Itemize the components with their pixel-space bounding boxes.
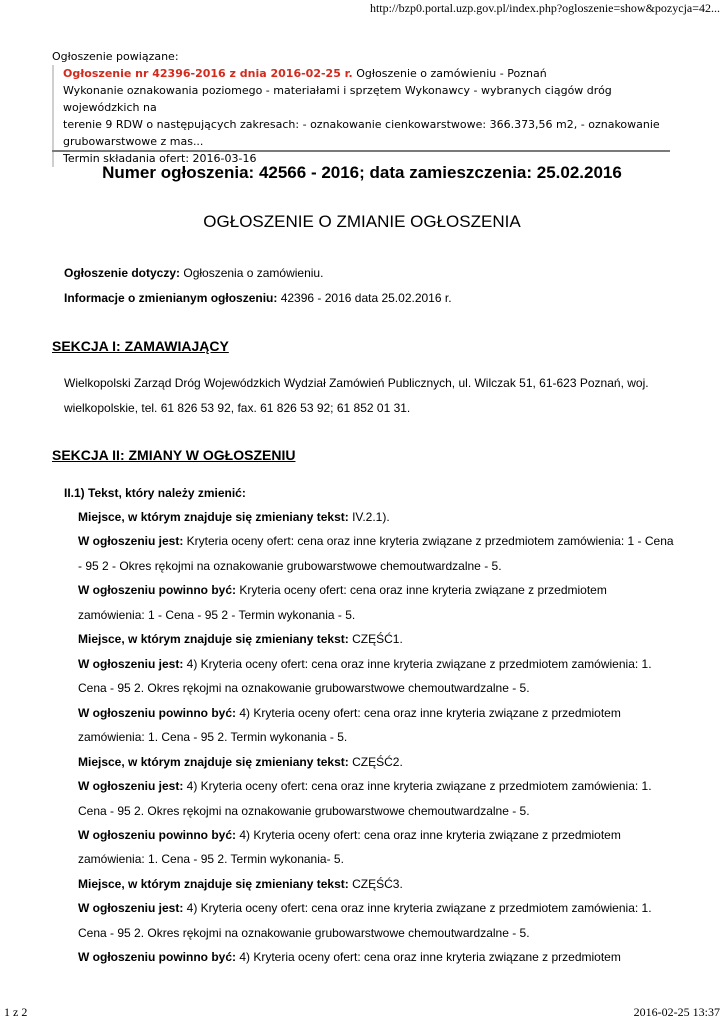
page-subtitle: OGŁOSZENIE O ZMIANIE OGŁOSZENIA [203, 212, 521, 231]
change-line-text: zamówienia: 1 - Cena - 95 2 - Termin wykonania - 5. [78, 608, 356, 622]
change-line [78, 778, 652, 794]
change-line-label: W ogłoszeniu powinno być: [78, 706, 236, 720]
print-footer-page: 1 z 2 [4, 1005, 28, 1019]
change-line-text: Cena - 95 2. Okres rękojmi na oznakowanie grubowarstwowe chemoutwardzalne - 5. [78, 681, 530, 695]
change-line-label: W ogłoszeniu powinno być: [78, 583, 236, 597]
print-header-url: http://bzp0.portal.uzp.gov.pl/index.php?ogloszenie=show&pozycja=42... [369, 1, 720, 15]
section-1-line: Wielkopolski Zarząd Dróg Wojewódzkich Wydział Zamówień Publicznych, ul. Wilczak 51, 61-623 Poznań, woj. [64, 376, 649, 390]
related-notice-link[interactable]: Ogłoszenie nr 42396-2016 z dnia 2016-02-25 r. [63, 67, 353, 80]
change-line-text: Cena - 95 2. Okres rękojmi na oznakowanie grubowarstwowe chemoutwardzalne - 5. [78, 804, 530, 818]
related-desc-line: terenie 9 RDW o następujących zakresach: - oznakowanie cienkowarstwowe: 366.373,56 m2, - oznakowanie [63, 118, 660, 131]
change-line [78, 656, 652, 672]
section-1-heading: SEKCJA I: ZAMAWIAJĄCY [52, 338, 229, 354]
page-title: Numer ogłoszenia: 42566 - 2016; data zamieszczenia: 25.02.2016 [102, 163, 622, 182]
change-line [78, 851, 344, 867]
change-line-text: 4) Kryteria oceny ofert: cena oraz inne kryteria związane z przedmiotem zamówienia: 1. [183, 779, 652, 793]
change-line-text: Cena - 95 2. Okres rękojmi na oznakowanie grubowarstwowe chemoutwardzalne - 5. [78, 926, 530, 940]
change-line-text: CZĘŚĆ2. [348, 755, 403, 769]
change-line-text: zamówienia: 1. Cena - 95 2. Termin wykonania- 5. [78, 852, 344, 866]
related-desc-line: grubowarstwowe z mas... [63, 135, 204, 148]
horizontal-divider [52, 150, 670, 152]
change-line-text: zamówienia: 1. Cena - 95 2. Termin wykonania - 5. [78, 730, 348, 744]
change-line-label: Miejsce, w którym znajduje się zmieniany tekst: [78, 877, 349, 891]
change-line [78, 949, 621, 965]
change-line-text: IV.2.1). [348, 510, 390, 524]
info-zmienianym-label: Informacje o zmienianym ogłoszeniu: [64, 291, 278, 305]
change-line [78, 631, 403, 647]
change-line-text: 4) Kryteria oceny ofert: cena oraz inne kryteria związane z przedmiotem [236, 828, 621, 842]
change-line [78, 680, 530, 696]
related-deadline: Termin składania ofert: 2016-03-16 [63, 152, 257, 165]
change-line-text: 4) Kryteria oceny ofert: cena oraz inne kryteria związane z przedmiotem [236, 706, 621, 720]
change-line [78, 900, 652, 916]
info-dotyczy [64, 265, 323, 281]
info-zmienianym-value: 42396 - 2016 data 25.02.2016 r. [277, 291, 452, 305]
section-2-heading: SEKCJA II: ZMIANY W OGŁOSZENIU [52, 447, 296, 463]
change-line-label: W ogłoszeniu jest: [78, 779, 184, 793]
change-line-text: - 95 2 - Okres rękojmi na oznakowanie grubowarstwowe chemoutwardzalne - 5. [78, 559, 502, 573]
change-line [78, 509, 390, 525]
related-label: Ogłoszenie powiązane: [52, 50, 179, 63]
change-line [78, 803, 530, 819]
change-line-text: Kryteria oceny ofert: cena oraz inne kryteria związane z przedmiotem zamówienia: 1 - Cena [183, 534, 674, 548]
change-line-label: W ogłoszeniu powinno być: [78, 950, 236, 964]
change-line [78, 533, 674, 549]
section-1-line: wielkopolskie, tel. 61 826 53 92, fax. 61 826 53 92; 61 852 01 31. [64, 401, 411, 415]
change-line-label: Miejsce, w którym znajduje się zmieniany tekst: [78, 632, 349, 646]
info-zmienianym [64, 290, 452, 306]
change-line-text: CZĘŚĆ3. [348, 877, 403, 891]
section-2-subheading: II.1) Tekst, który należy zmienić: [64, 486, 246, 500]
change-line-label: W ogłoszeniu powinno być: [78, 828, 236, 842]
change-line-text: CZĘŚĆ1. [348, 632, 403, 646]
change-line [78, 705, 621, 721]
change-line-label: Miejsce, w którym znajduje się zmieniany tekst: [78, 755, 349, 769]
change-line [78, 827, 621, 843]
change-line-text: 4) Kryteria oceny ofert: cena oraz inne kryteria związane z przedmiotem [236, 950, 621, 964]
change-line [78, 876, 403, 892]
change-line [78, 754, 403, 770]
change-line-label: W ogłoszeniu jest: [78, 901, 184, 915]
info-dotyczy-value: Ogłoszenia o zamówieniu. [180, 266, 324, 280]
change-line-text: Kryteria oceny ofert: cena oraz inne kryteria związane z przedmiotem [236, 583, 607, 597]
change-line [78, 729, 347, 745]
related-link-suffix: Ogłoszenie o zamówieniu - Poznań [352, 67, 547, 80]
change-line [78, 925, 530, 941]
related-desc-line: Wykonanie oznakowania poziomego - materiałami i sprzętem Wykonawcy - wybranych ciągów dróg wojewódzkich na [63, 84, 612, 114]
change-line-text: 4) Kryteria oceny ofert: cena oraz inne kryteria związane z przedmiotem zamówienia: 1. [183, 901, 652, 915]
change-line-label: W ogłoszeniu jest: [78, 657, 184, 671]
change-line-label: Miejsce, w którym znajduje się zmieniany tekst: [78, 510, 349, 524]
info-dotyczy-label: Ogłoszenie dotyczy: [64, 266, 181, 280]
change-line-label: W ogłoszeniu jest: [78, 534, 184, 548]
print-footer-datetime: 2016-02-25 13:37 [633, 1005, 720, 1019]
related-title-line [63, 65, 674, 82]
change-line [78, 582, 607, 598]
change-line-text: 4) Kryteria oceny ofert: cena oraz inne kryteria związane z przedmiotem zamówienia: 1. [183, 657, 652, 671]
change-line [78, 607, 355, 623]
change-line [78, 558, 502, 574]
